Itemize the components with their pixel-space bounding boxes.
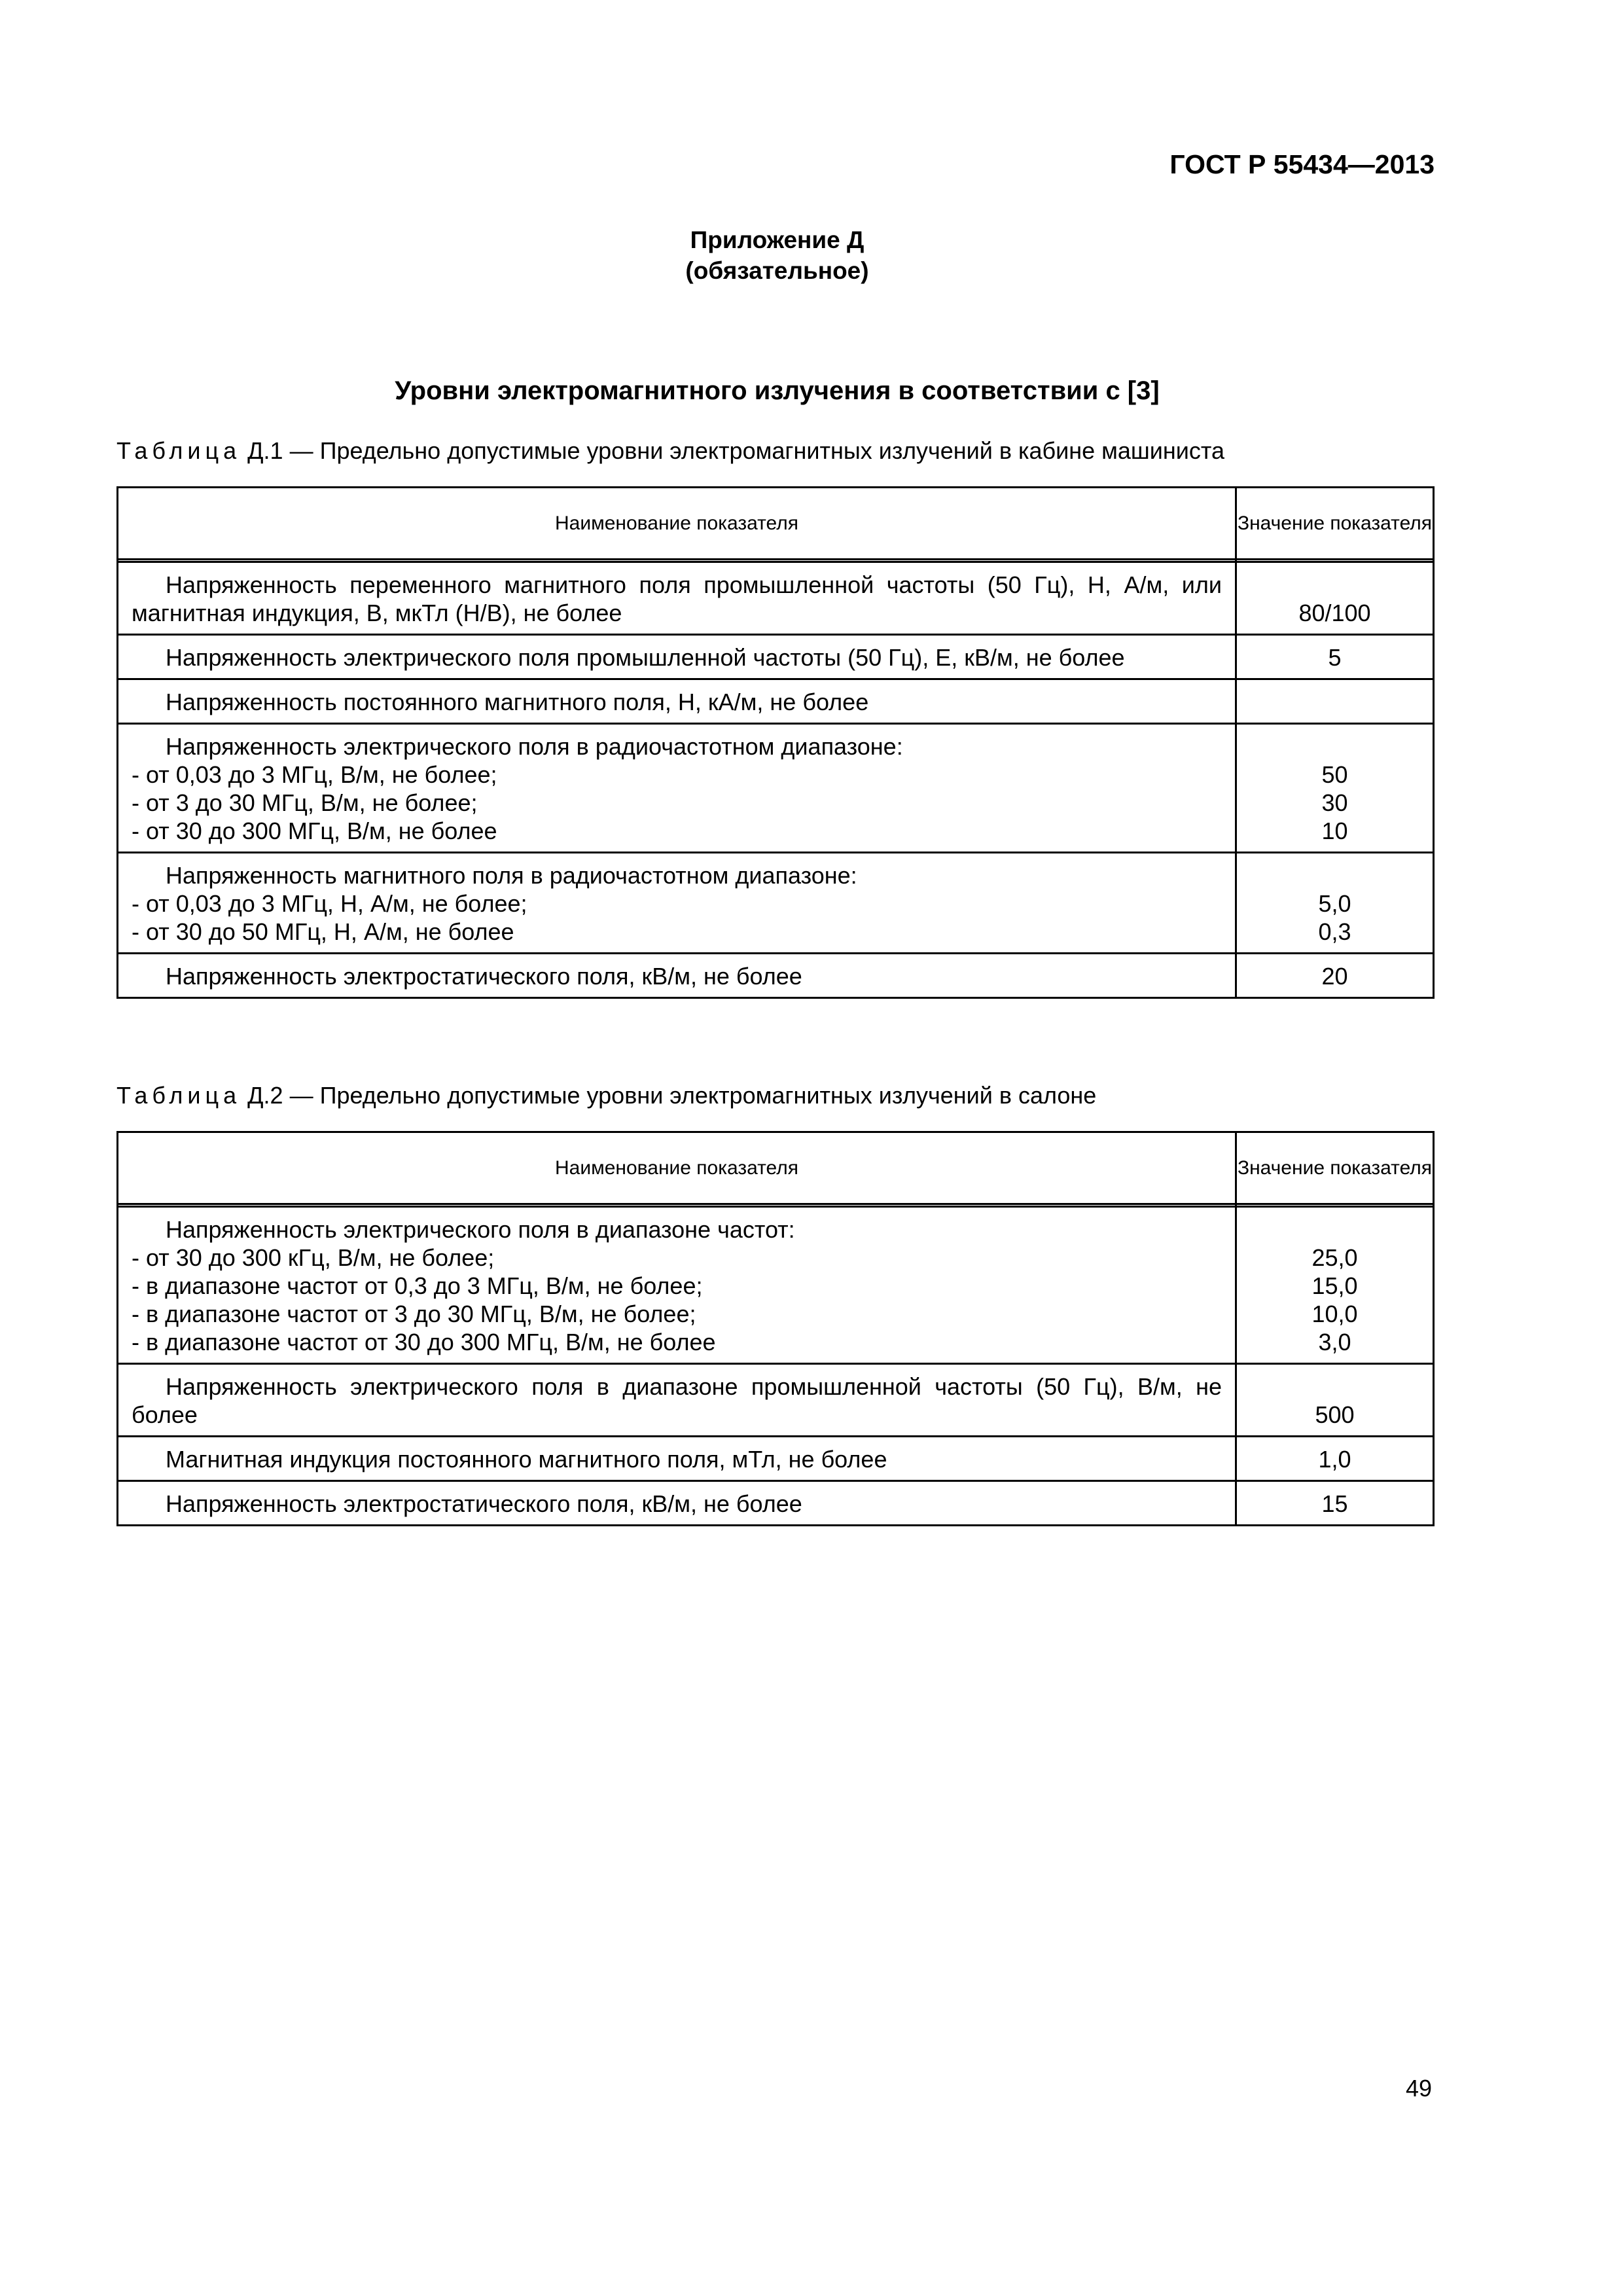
row-value: 0,3 <box>1318 918 1351 945</box>
row-subitem: - от 30 до 300 МГц, В/м, не более <box>132 817 497 844</box>
table1-caption-word: Таблица <box>116 437 241 464</box>
row-name: Напряженность электростатического поля, кВ/м, не более <box>166 963 802 990</box>
table-row <box>118 562 1434 635</box>
row-subitem: - в диапазоне частот от 3 до 30 МГц, В/м, не более; <box>132 1300 696 1327</box>
row-name: Магнитная индукция постоянного магнитного поля, мТл, не более <box>166 1446 887 1473</box>
table2-caption-text: Д.2 — Предельно допустимые уровни электромагнитных излучений в салоне <box>241 1082 1097 1109</box>
table1-col-name: Наименование показателя <box>118 488 1236 560</box>
section-title: Уровни электромагнитного излучения в соответствии с [3] <box>395 376 1160 405</box>
table1 <box>116 486 1435 999</box>
row-value: 500 <box>1315 1401 1355 1428</box>
table-row <box>118 1437 1434 1481</box>
row-value: 20 <box>1321 963 1348 990</box>
table2-caption <box>116 1082 1096 1109</box>
row-subitem: - от 30 до 300 кГц, В/м, не более; <box>132 1244 495 1271</box>
row-name: Напряженность постоянного магнитного поля, Н, кА/м, не более <box>166 689 869 715</box>
row-subitem: - от 3 до 30 МГц, В/м, не более; <box>132 789 478 816</box>
row-subitem: - от 0,03 до 3 МГц, В/м, не более; <box>132 761 497 788</box>
table-row <box>118 954 1434 998</box>
page-number: 49 <box>1405 2075 1432 2102</box>
row-value: 15,0 <box>1311 1272 1358 1299</box>
row-name: Напряженность электростатического поля, кВ/м, не более <box>166 1490 802 1517</box>
row-subitem: - от 30 до 50 МГц, Н, А/м, не более <box>132 918 514 945</box>
row-value: 10 <box>1321 817 1348 844</box>
row-value: 5 <box>1328 644 1342 671</box>
row-value: 5,0 <box>1318 890 1351 917</box>
row-value: 10,0 <box>1311 1300 1358 1327</box>
row-name: Напряженность электрического поля в диапазоне частот: <box>166 1216 795 1243</box>
row-value: 1,0 <box>1318 1446 1351 1473</box>
document-code: ГОСТ Р 55434—2013 <box>1169 149 1435 179</box>
table-row <box>118 679 1434 724</box>
table1-caption-text: Д.1 — Предельно допустимые уровни электромагнитных излучений в кабине машиниста <box>241 437 1225 464</box>
row-name: Напряженность электрического поля в радиочастотном диапазоне: <box>166 733 903 760</box>
row-subitem: - в диапазоне частот от 30 до 300 МГц, В/м, не более <box>132 1329 716 1355</box>
table-row <box>118 724 1434 853</box>
appendix-title: Приложение Д <box>690 226 865 253</box>
row-value: 3,0 <box>1318 1329 1351 1355</box>
row-value: 15 <box>1321 1490 1348 1517</box>
appendix-status: (обязательное) <box>685 257 869 284</box>
row-subitem: - в диапазоне частот от 0,3 до 3 МГц, В/м, не более; <box>132 1272 703 1299</box>
table1-col-value: Значение показателя <box>1236 488 1434 560</box>
row-value: 80/100 <box>1298 600 1371 626</box>
table2 <box>116 1131 1435 1526</box>
appendix-heading <box>0 224 1554 286</box>
row-name: Напряженность магнитного поля в радиочастотном диапазоне: <box>166 862 857 889</box>
table2-caption-word: Таблица <box>116 1082 241 1109</box>
table-row <box>118 1364 1434 1437</box>
row-value: 30 <box>1321 789 1348 816</box>
table1-caption <box>116 437 1224 465</box>
row-name: Напряженность электрического поля в диапазоне промышленной частоты (50 Гц), В/м, не более <box>132 1373 1222 1428</box>
table-row <box>118 1481 1434 1526</box>
row-value: 25,0 <box>1311 1244 1358 1271</box>
row-name: Напряженность электрического поля промышленной частоты (50 Гц), Е, кВ/м, не более <box>166 644 1125 671</box>
table-row <box>118 853 1434 954</box>
table2-col-value: Значение показателя <box>1236 1132 1434 1204</box>
row-name: Напряженность переменного магнитного поля промышленной частоты (50 Гц), Н, А/м, или магнитная индукция, В, мкТл (Н/В), не более <box>132 571 1222 626</box>
row-value: 50 <box>1321 761 1348 788</box>
table-row <box>118 635 1434 679</box>
row-subitem: - от 0,03 до 3 МГц, Н, А/м, не более; <box>132 890 527 917</box>
table-row <box>118 1207 1434 1364</box>
table2-col-name: Наименование показателя <box>118 1132 1236 1204</box>
